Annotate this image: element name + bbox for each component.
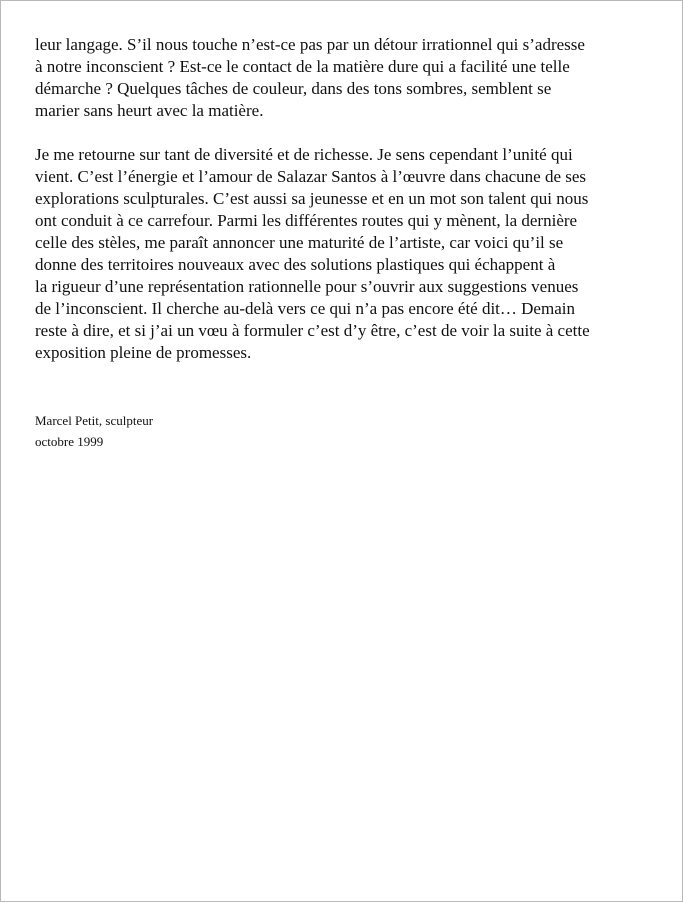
text-line: de l’inconscient. Il cherche au-delà vers ce qui n’a pas encore été dit… Demain	[35, 299, 575, 318]
text-line: démarche ? Quelques tâches de couleur, dans des tons sombres, semblent se	[35, 79, 552, 98]
signature-date: octobre 1999	[35, 434, 104, 449]
signature-author: Marcel Petit, sculpteur	[35, 413, 154, 428]
signature-block	[35, 410, 153, 452]
text-line: la rigueur d’une représentation rationnelle pour s’ouvrir aux suggestions venues	[35, 277, 579, 296]
paragraph-1	[35, 34, 655, 122]
text-line: donne des territoires nouveaux avec des solutions plastiques qui échappent à	[35, 255, 556, 274]
text-line: reste à dire, et si j’ai un vœu à formuler c’est d’y être, c’est de voir la suite à cette	[35, 321, 590, 340]
text-line: leur langage. S’il nous touche n’est-ce pas par un détour irrationnel qui s’adresse	[35, 35, 585, 54]
text-line: Je me retourne sur tant de diversité et de richesse. Je sens cependant l’unité qui	[35, 145, 573, 164]
text-line: explorations sculpturales. C’est aussi sa jeunesse et en un mot son talent qui nous	[35, 189, 589, 208]
text-line: vient. C’est l’énergie et l’amour de Salazar Santos à l’œuvre dans chacune de ses	[35, 167, 587, 186]
document-body	[35, 34, 655, 364]
text-line: exposition pleine de promesses.	[35, 343, 252, 362]
text-line: celle des stèles, me paraît annoncer une maturité de l’artiste, car voici qu’il se	[35, 233, 564, 252]
text-line: marier sans heurt avec la matière.	[35, 101, 264, 120]
paragraph-2	[35, 144, 655, 364]
text-line: à notre inconscient ? Est-ce le contact de la matière dure qui a facilité une telle	[35, 57, 570, 76]
text-line: ont conduit à ce carrefour. Parmi les différentes routes qui y mènent, la dernière	[35, 211, 578, 230]
